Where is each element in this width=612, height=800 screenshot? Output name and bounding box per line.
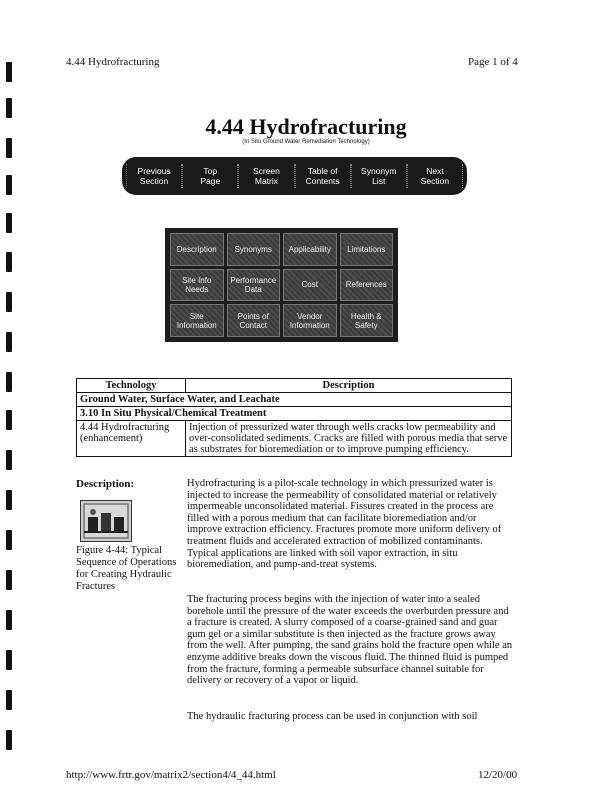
figure-caption-link[interactable]: Figure 4-44: Typical Sequence of Operations for Creating Hydraulic Fractures <box>76 545 177 592</box>
binder-hole <box>6 530 12 550</box>
media-category: Ground Water, Surface Water, and Leachate <box>77 393 512 407</box>
binder-hole <box>6 610 12 630</box>
grid-link-references[interactable]: References <box>340 269 394 302</box>
grid-link-limitations[interactable]: Limitations <box>340 233 394 266</box>
figure-image-icon <box>81 501 131 541</box>
table-of-contents-button[interactable]: Table of Contents <box>295 164 351 188</box>
footer-date: 12/20/00 <box>478 769 518 781</box>
table-row <box>77 393 512 407</box>
previous-section-button[interactable]: Previous Section <box>126 164 182 188</box>
paragraph: Hydrofracturing is a pilot-scale technology in which pressurized water is injected to increase the permeability of consolidated material or relatively impermeable unconsolidated material. Fissures created in the process are filled with a porous medium that can facilitate bioremediation and/or improve extraction efficiency. Fractures promote more uniform delivery of treatment fluids and accelerated extraction of mobilized contaminants. Typical applications are linked with soil vapor extraction, in situ bioremediation, and pump-and-treat systems. <box>187 478 502 571</box>
description-heading: Description: <box>76 478 135 490</box>
footer-url: http://www.frtr.gov/matrix2/section4/4_44.html <box>66 769 276 781</box>
binder-hole <box>6 213 12 233</box>
grid-link-vendor-information[interactable]: Vendor Information <box>283 304 337 337</box>
figure-thumbnail[interactable] <box>80 500 132 542</box>
grid-link-health-safety[interactable]: Health & Safety <box>340 304 394 337</box>
header-section-name: 4.44 Hydrofracturing <box>66 56 160 68</box>
binder-hole <box>6 450 12 470</box>
page-subtitle: (In Situ Ground Water Remediation Technology) <box>242 139 370 145</box>
header-page-number: Page 1 of 4 <box>468 56 518 68</box>
column-header-technology: Technology <box>77 379 186 393</box>
top-page-button[interactable]: Top Page <box>182 164 238 188</box>
binder-hole <box>6 175 12 195</box>
binder-hole <box>6 292 12 312</box>
table-header-row <box>77 379 512 393</box>
grid-link-points-of-contact[interactable]: Points of Contact <box>227 304 281 337</box>
table-row <box>77 421 512 457</box>
paragraph: The fracturing process begins with the injection of water into a sealed borehole until the pressure of the water exceeds the overburden pressure and a fracture is created. A slurry composed of a coarse-grained sand and guar gum gel or a similar substitute is then injected as the fracture grows away from the well. After pumping, the sand grains hold the fracture open while an enzyme additive breaks down the viscous fluid. The thinned fluid is pumped from the fracture, forming a permeable subsurface channel suitable for delivery or recovery of a vapor or liquid. <box>187 594 513 687</box>
binder-hole <box>6 332 12 352</box>
column-header-description: Description <box>186 379 512 393</box>
grid-link-applicability[interactable]: Applicability <box>283 233 337 266</box>
technology-table <box>76 378 512 457</box>
nav-bar <box>122 157 467 195</box>
binder-hole <box>6 372 12 392</box>
binder-hole <box>6 252 12 272</box>
grid-link-performance-data[interactable]: Performance Data <box>227 269 281 302</box>
binder-hole <box>6 570 12 590</box>
binder-hole <box>6 410 12 430</box>
synonym-list-button[interactable]: Synonym List <box>351 164 407 188</box>
binder-hole <box>6 730 12 750</box>
grid-link-site-information[interactable]: Site Information <box>170 304 224 337</box>
technology-name-link[interactable]: 4.44 Hydrofracturing (enhancement) <box>77 421 186 457</box>
grid-link-synonyms[interactable]: Synonyms <box>227 233 281 266</box>
binder-hole <box>6 62 12 82</box>
binder-hole <box>6 650 12 670</box>
table-row <box>77 407 512 421</box>
paragraph: The hydraulic fracturing process can be used in conjunction with soil <box>187 711 478 722</box>
grid-link-site-info-needs[interactable]: Site Info Needs <box>170 269 224 302</box>
grid-link-cost[interactable]: Cost <box>283 269 337 302</box>
technology-description: Injection of pressurized water through wells cracks low permeability and over-consolidated sediments. Cracks are filled with porous media that serve as substrates for bioremediation or to improve pumping efficiency. <box>186 421 512 457</box>
grid-link-description[interactable]: Description <box>170 233 224 266</box>
binder-hole <box>6 690 12 710</box>
next-section-button[interactable]: Next Section <box>407 164 463 188</box>
page-title: 4.44 Hydrofracturing <box>205 114 407 139</box>
treatment-category: 3.10 In Situ Physical/Chemical Treatment <box>77 407 512 421</box>
binder-hole <box>6 490 12 510</box>
screen-matrix-button[interactable]: Screen Matrix <box>238 164 294 188</box>
section-link-grid <box>165 228 398 342</box>
